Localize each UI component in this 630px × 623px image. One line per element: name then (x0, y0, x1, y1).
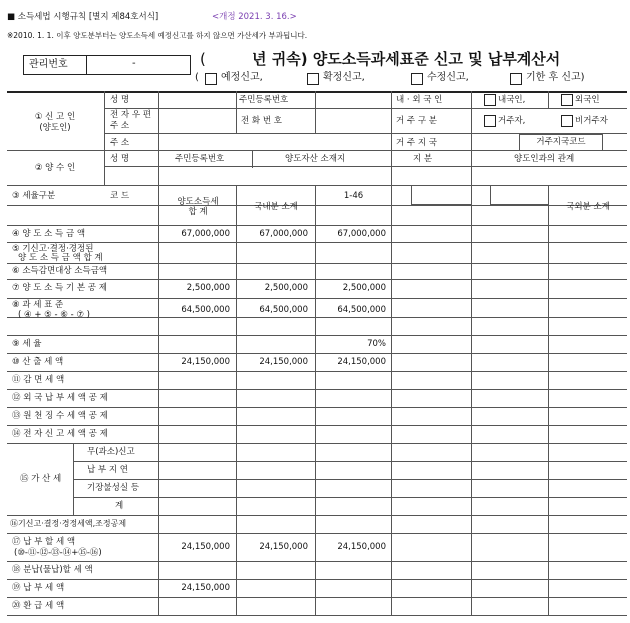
row-label-prior-tax-adjust: ⑯기신고·결정·경정세액,조정공제 (10, 519, 127, 528)
management-number-value: - (132, 58, 136, 69)
row-label-tax-reduction: ⑪ 감 면 세 액 (12, 375, 65, 385)
country-code-box (519, 134, 603, 151)
value-c3-payable-tax: 24,150,000 (337, 542, 386, 552)
checkbox-resident[interactable] (484, 115, 496, 127)
row-label-basic-deduction: ⑦ 양 도 소 득 기 본 공 제 (12, 283, 107, 293)
penalty-item-sum: 계 (115, 501, 124, 511)
value-total-tax-base: 64,500,000 (181, 305, 230, 315)
revision-note: <개정 2021. 3. 16.> (212, 12, 297, 22)
value-domestic-basic-deduction: 2,500,000 (264, 283, 308, 293)
transferee-name-label: 성 명 (110, 154, 130, 164)
domestic-subtotal-header: 국내분 소계 (254, 202, 298, 212)
row-label-prior-filed: ⑤ 기신고·결정·경정된 (12, 244, 94, 254)
checkbox-foreign[interactable] (561, 94, 573, 106)
country-label: 거 주 지 국 (396, 138, 437, 148)
address-label: 주 소 (110, 138, 130, 148)
share-label: 지 분 (413, 154, 433, 164)
value-total-paid-tax: 24,150,000 (181, 583, 230, 593)
filing-open-paren: ( (195, 72, 199, 83)
row-label-computed-tax: ⑩ 산 출 세 액 (12, 357, 64, 367)
management-number-box (23, 55, 191, 75)
checkbox-amended[interactable] (411, 73, 423, 85)
foreign-subtotal-header: 국외분 소계 (566, 202, 610, 212)
domestic-label: 내국인, (498, 95, 526, 105)
total-column-header: 양도소득세 (177, 197, 219, 207)
nonresident-label: 비거주자 (575, 116, 608, 126)
checkbox-domestic[interactable] (484, 94, 496, 106)
value-domestic-payable-tax: 24,150,000 (259, 542, 308, 552)
transferee-rrn-label: 주민등록번호 (175, 154, 225, 164)
value-total-payable-tax: 24,150,000 (181, 542, 230, 552)
rate-code-value: 1-46 (343, 191, 364, 201)
notice-text: ※2010. 1. 1. 이후 양도분부터는 양도소득세 예정신고를 하지 않으면 가산세가 부과됩니다. (7, 31, 308, 40)
row-label-prior-filed-sub: 양 도 소 득 금 액 합 계 (18, 253, 103, 263)
declarant-section-sub: (양도인) (39, 123, 71, 133)
value-c3-transfer-income: 67,000,000 (337, 229, 386, 239)
row-label-withholding-credit: ⑬ 원 천 징 수 세 액 공 제 (12, 411, 108, 421)
form-reference: ■ 소득세법 시행규칙 [별지 제84호서식] (7, 12, 159, 22)
value-c3-tax-rate: 70% (367, 339, 386, 349)
filing-type-amended: 수정신고, (427, 72, 469, 83)
total-column-header-sub: 합 계 (188, 207, 208, 217)
row-label-transfer-income: ④ 양 도 소 득 금 액 (12, 229, 86, 239)
resident-label: 거주자, (498, 116, 526, 126)
row-label-payable-tax-sub: (⑩-⑪-⑫-⑬-⑭+⑮-⑯) (14, 548, 102, 558)
checkbox-final[interactable] (307, 73, 319, 85)
value-domestic-tax-base: 64,500,000 (259, 305, 308, 315)
management-number-label: 관리번호 (29, 59, 68, 70)
value-total-computed-tax: 24,150,000 (181, 357, 230, 367)
phone-label: 전 화 번 호 (241, 116, 282, 126)
filing-type-final: 확정신고, (323, 72, 365, 83)
value-domestic-computed-tax: 24,150,000 (259, 357, 308, 367)
page-title: 년 귀속) 양도소득과세표준 신고 및 납부계산서 (252, 50, 561, 68)
filing-type-late: 기한 후 신고) (526, 72, 585, 83)
penalty-item-late-payment: 납 부 지 연 (87, 465, 128, 475)
declarant-name-label: 성 명 (110, 95, 130, 105)
asset-location-label: 양도자산 소재지 (285, 154, 346, 164)
title-paren: ( (200, 50, 206, 68)
code-label: 코 드 (110, 191, 130, 201)
row-label-tax-base: ⑧ 과 세 표 준 (12, 300, 64, 310)
penalty-item-underreport: 무(과소)신고 (87, 447, 135, 457)
table-top-border (7, 91, 627, 93)
country-code-label: 거주지국코드 (536, 137, 586, 147)
checkbox-preliminary[interactable] (205, 73, 217, 85)
value-total-basic-deduction: 2,500,000 (186, 283, 230, 293)
tax-rate-category-label: ③ 세율구분 (12, 191, 56, 201)
foreign-label: 외국인 (575, 95, 600, 105)
row-label-reduction-income: ⑥ 소득감면대상 소득금액 (12, 266, 108, 276)
row-label-refund-tax: ⑳ 환 급 세 액 (12, 601, 65, 611)
value-domestic-transfer-income: 67,000,000 (259, 229, 308, 239)
row-label-efiling-credit: ⑭ 전 자 신 고 세 액 공 제 (12, 429, 108, 439)
row-label-installment-tax: ⑱ 분납(물납)할 세 액 (12, 565, 93, 575)
email-label: 전 자 우 편 (110, 110, 151, 120)
value-total-transfer-income: 67,000,000 (181, 229, 230, 239)
declarant-rrn-label: 주민등록번호 (239, 95, 289, 105)
email-label-sub: 주 소 (110, 121, 130, 131)
row-label-tax-rate: ⑨ 세 율 (12, 339, 42, 349)
value-c3-computed-tax: 24,150,000 (337, 357, 386, 367)
row-label-payable-tax: ⑰ 납 부 할 세 액 (12, 537, 76, 547)
penalty-item-bookkeeping: 기장불성실 등 (87, 483, 139, 493)
nationality-label: 내 · 외 국 인 (396, 95, 443, 105)
declarant-section-label: ① 신 고 인 (34, 112, 76, 122)
filing-type-preliminary: 예정신고, (221, 72, 263, 83)
row-label-paid-tax: ⑲ 납 부 세 액 (12, 583, 65, 593)
penalty-section-label: ⑮ 가 산 세 (20, 474, 62, 484)
row-label-tax-base-sub: ( ④ + ⑤ - ⑥ - ⑦ ) (18, 310, 90, 320)
relation-label: 양도인과의 관계 (514, 154, 575, 164)
transferee-section-label: ② 양 수 인 (34, 163, 76, 173)
value-c3-basic-deduction: 2,500,000 (342, 283, 386, 293)
row-label-foreign-tax-credit: ⑫ 외 국 납 부 세 액 공 제 (12, 393, 108, 403)
value-c3-tax-base: 64,500,000 (337, 305, 386, 315)
residency-label: 거 주 구 분 (396, 116, 437, 126)
checkbox-nonresident[interactable] (561, 115, 573, 127)
checkbox-late[interactable] (510, 73, 522, 85)
